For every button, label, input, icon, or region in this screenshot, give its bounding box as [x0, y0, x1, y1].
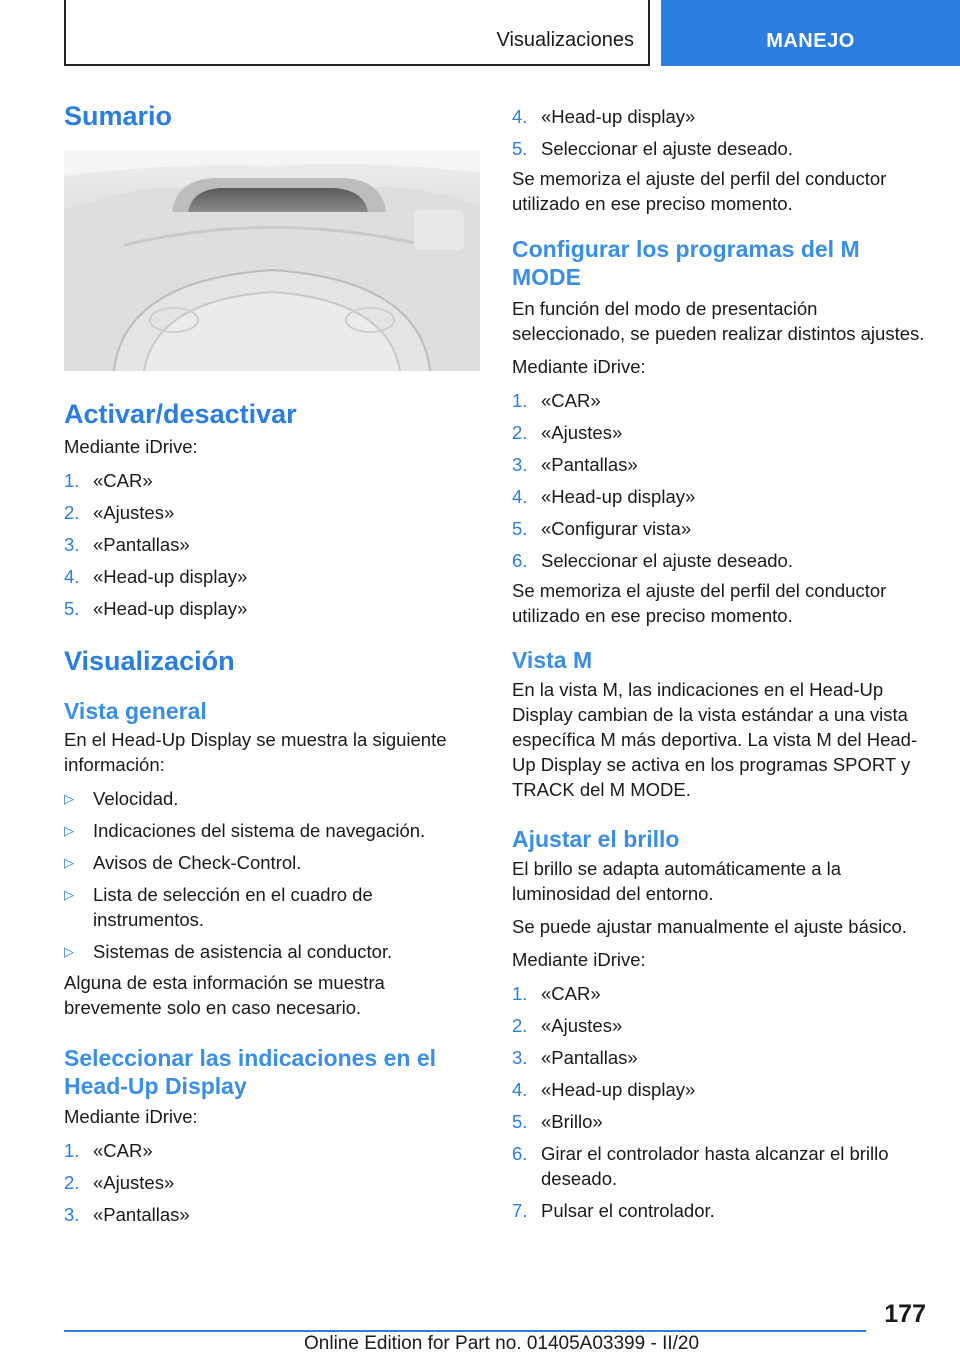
configurar-text: En función del modo de presentación seleccionado, se pueden realizar distintos ajustes.: [512, 298, 925, 344]
list-item: 3. «Pantallas»: [64, 1203, 190, 1225]
vista-m-text: En la vista M, las indicaciones en el Head-Up Display cambian de la vista estándar a una vista específica M más deportiva. La vista M del Head-Up Display se activa en los programas SPORT y TRACK del M MODE.: [512, 679, 918, 800]
chapter-tab[interactable]: MANEJO: [661, 0, 960, 66]
list-item: 2. «Ajustes»: [512, 421, 623, 443]
subheading-vista-general: Vista general: [64, 698, 207, 724]
list-item: ▷ Velocidad.: [64, 787, 179, 809]
header-section-box: [64, 0, 650, 66]
seleccionar-note: Se memoriza el ajuste del perfil del conductor utilizado en ese preciso momento.: [512, 168, 887, 214]
list-item: 4. «Head-up display»: [512, 485, 696, 507]
footer-edition: Online Edition for Part no. 01405A03399 - II/20: [304, 1333, 700, 1354]
list-item: 1. «CAR»: [64, 469, 153, 491]
list-item: ▷ Lista de selección en el cuadro de instrumentos.: [64, 883, 373, 930]
list-item: 4. «Head-up display»: [64, 565, 248, 587]
list-item: ▷ Indicaciones del sistema de navegación.: [64, 819, 426, 841]
list-item: 2. «Ajustes»: [64, 1171, 175, 1193]
list-item: 6. Girar el controlador hasta alcanzar el brillo deseado.: [512, 1142, 889, 1189]
subheading-vista-m: Vista M: [512, 647, 593, 673]
list-item: 5. «Brillo»: [512, 1110, 603, 1132]
list-item: ▷ Avisos de Check-Control.: [64, 851, 302, 873]
list-item: 2. «Ajustes»: [512, 1014, 623, 1036]
subheading-seleccionar: Seleccionar las indicaciones en el Head-Up Display: [64, 1045, 437, 1099]
activar-intro: Mediante iDrive:: [64, 436, 198, 457]
vista-general-text: En el Head-Up Display se muestra la siguiente información:: [64, 729, 447, 775]
brillo-text-2: Se puede ajustar manualmente el ajuste básico.: [512, 916, 907, 937]
list-item: 4. «Head-up display»: [512, 105, 696, 127]
vista-general-note: Alguna de esta información se muestra brevemente solo en caso necesario.: [64, 972, 385, 1018]
head-up-display-photo: [64, 150, 480, 371]
page-number: 177: [884, 1300, 926, 1328]
list-item: 3. «Pantallas»: [512, 1046, 638, 1068]
list-item: 4. «Head-up display»: [512, 1078, 696, 1100]
vista-general-bullets: [64, 782, 480, 967]
heading-sumario: Sumario: [64, 101, 173, 131]
subheading-configurar: Configurar los programas del M MODE: [512, 236, 860, 290]
list-item: 5. «Head-up display»: [64, 597, 248, 619]
left-column: [64, 100, 480, 1230]
seleccionar-intro: Mediante iDrive:: [64, 1106, 198, 1127]
list-item: 1. «CAR»: [512, 389, 601, 411]
subheading-brillo: Ajustar el brillo: [512, 826, 680, 852]
configurar-steps: [512, 384, 932, 576]
brillo-intro: Mediante iDrive:: [512, 949, 646, 970]
brillo-text-1: El brillo se adapta automáticamente a la luminosidad del entorno.: [512, 858, 842, 904]
list-item: 3. «Pantallas»: [64, 533, 190, 555]
list-item: 1. «CAR»: [512, 982, 601, 1004]
configurar-note: Se memoriza el ajuste del perfil del conductor utilizado en ese preciso momento.: [512, 580, 887, 626]
heading-visualizacion: Visualización: [64, 646, 235, 676]
brillo-steps: [512, 977, 932, 1226]
bullet-triangle-icon: ▷: [64, 790, 74, 806]
activar-steps: [64, 464, 480, 624]
list-item: 5. Seleccionar el ajuste deseado.: [512, 137, 793, 159]
list-item: 6. Seleccionar el ajuste deseado.: [512, 549, 793, 571]
bullet-triangle-icon: ▷: [64, 886, 74, 902]
list-item: 1. «CAR»: [64, 1139, 153, 1161]
heading-activar: Activar/desactivar: [64, 399, 297, 429]
seleccionar-steps: [64, 1134, 480, 1230]
list-item: ▷ Sistemas de asistencia al conductor.: [64, 940, 393, 962]
configurar-intro: Mediante iDrive:: [512, 356, 646, 377]
bullet-triangle-icon: ▷: [64, 822, 74, 838]
bullet-triangle-icon: ▷: [64, 854, 74, 870]
header-section-title: Visualizaciones: [496, 29, 634, 51]
list-item: 2. «Ajustes»: [64, 501, 175, 523]
list-item: 7. Pulsar el controlador.: [512, 1199, 715, 1221]
list-item: 3. «Pantallas»: [512, 453, 638, 475]
footer-rule: [64, 1330, 866, 1332]
right-column: [512, 100, 932, 1226]
bullet-triangle-icon: ▷: [64, 943, 74, 959]
seleccionar-steps-continued: [512, 100, 932, 164]
list-item: 5. «Configurar vista»: [512, 517, 692, 539]
